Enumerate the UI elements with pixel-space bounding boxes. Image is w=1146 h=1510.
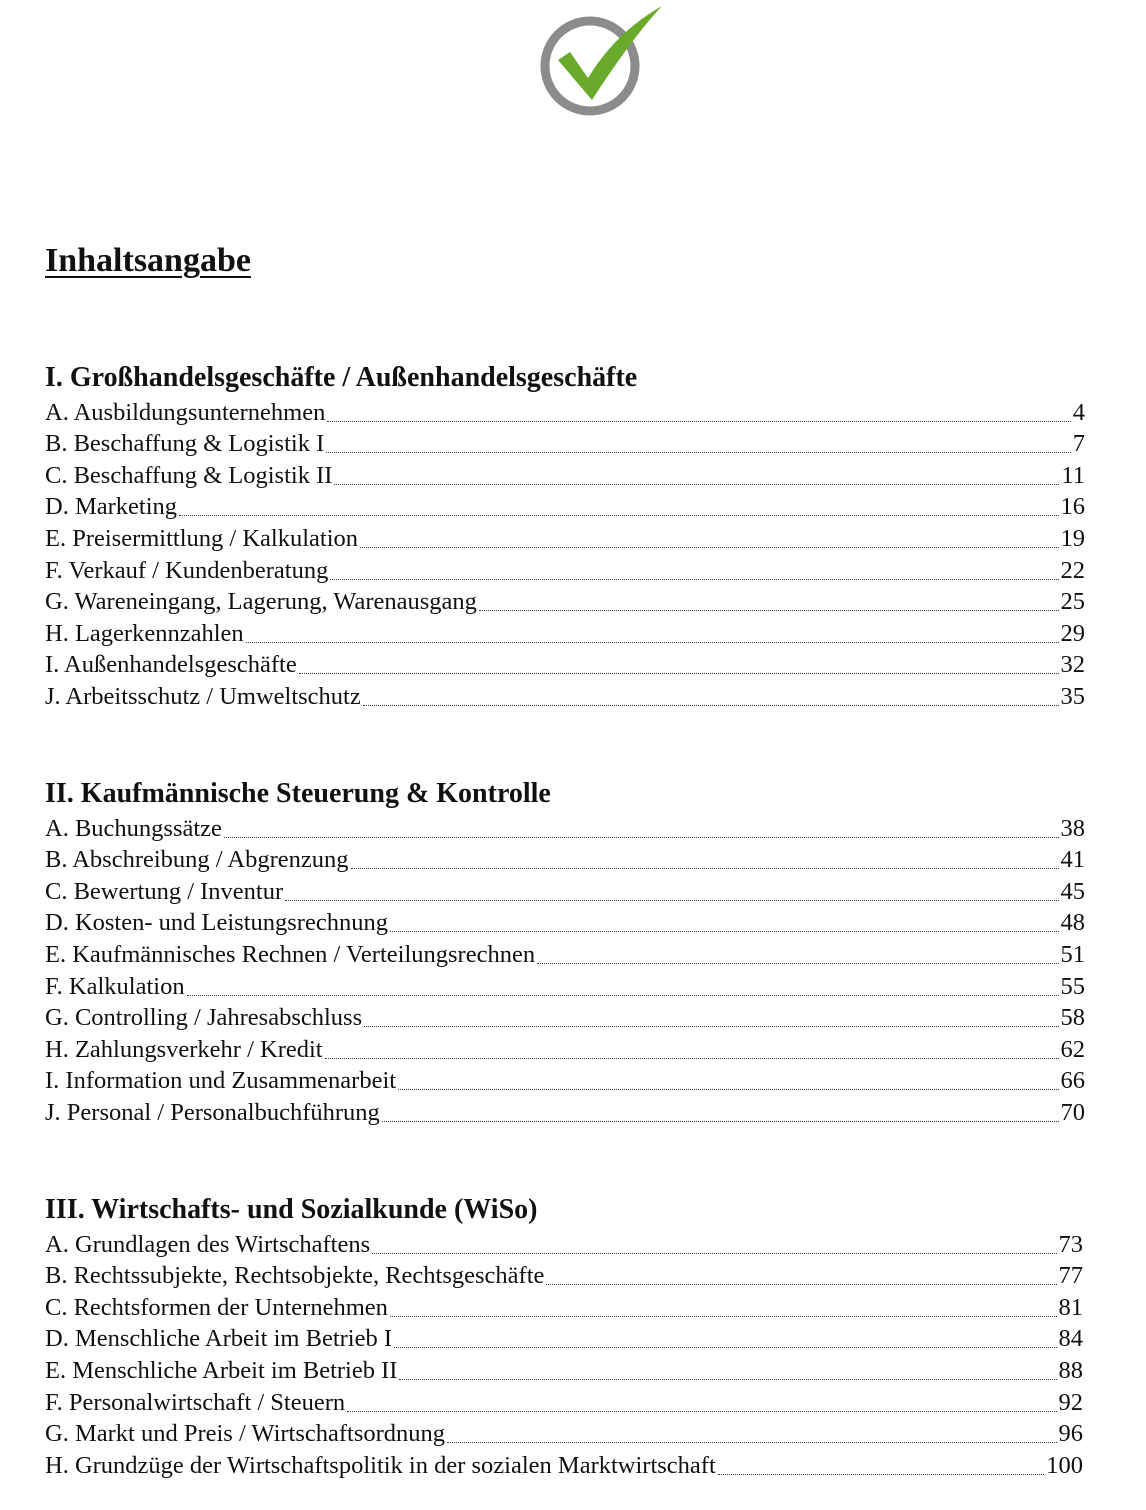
toc-entry-label: G. Wareneingang, Lagerung, Warenausgang	[45, 588, 477, 616]
toc-entry	[45, 1032, 1085, 1064]
toc-entry-page: 41	[1060, 846, 1085, 874]
toc-entry	[45, 874, 1085, 906]
dotted-leader	[398, 1089, 1058, 1090]
toc-entry-label: H. Zahlungsverkehr / Kredit	[45, 1035, 323, 1063]
dotted-leader	[326, 452, 1071, 453]
toc-entry	[45, 1417, 1083, 1449]
toc-entry-label: D. Kosten- und Leistungsrechnung	[45, 909, 388, 937]
toc-entry-label: J. Arbeitsschutz / Umweltschutz	[45, 683, 361, 710]
toc-entry-label: G. Controlling / Jahresabschluss	[45, 1004, 363, 1032]
toc-entry	[45, 1001, 1085, 1033]
dotted-leader	[364, 1026, 1058, 1027]
toc-entry-page: 62	[1060, 1035, 1085, 1063]
page-title: Inhaltsangabe	[45, 242, 251, 279]
toc-entry-page: 81	[1058, 1293, 1083, 1321]
toc-entry-label: D. Marketing	[45, 493, 177, 521]
dotted-leader	[179, 515, 1059, 516]
toc-entry-label: E. Preisermittlung / Kalkulation	[45, 525, 359, 553]
toc-entry	[45, 937, 1085, 969]
dotted-leader	[447, 1442, 1056, 1443]
toc-entry-page: 84	[1058, 1325, 1083, 1353]
toc-entry	[45, 427, 1085, 459]
toc-entry	[45, 553, 1085, 585]
toc-entry-label: B. Beschaffung & Logistik I	[45, 430, 325, 458]
toc-entry-page: 77	[1058, 1262, 1083, 1290]
dotted-leader	[372, 1253, 1056, 1254]
toc-entry-label: H. Grundzüge der Wirtschaftspolitik in der sozialen Marktwirtschaft	[45, 1451, 716, 1479]
toc-entry-page: 11	[1061, 461, 1085, 489]
toc-entry	[45, 1064, 1085, 1096]
toc-entry	[45, 1290, 1083, 1322]
toc-list	[45, 811, 1085, 1127]
toc-entry-page: 48	[1060, 909, 1085, 937]
toc-section-2	[45, 777, 1085, 1127]
dotted-leader	[325, 1058, 1059, 1059]
toc-entry-page: 29	[1060, 619, 1085, 647]
dotted-leader	[537, 963, 1058, 964]
toc-entry-page: 22	[1060, 556, 1085, 584]
toc-entry-page: 19	[1060, 525, 1085, 553]
toc-entry	[45, 1227, 1083, 1259]
toc-entry	[45, 969, 1085, 1001]
dotted-leader	[246, 642, 1059, 643]
dotted-leader	[394, 1347, 1057, 1348]
toc-entry-label: F. Verkauf / Kundenberatung	[45, 556, 329, 584]
toc-entry	[45, 1259, 1083, 1291]
toc-entry-label: E. Kaufmännisches Rechnen / Verteilungsrechnen	[45, 941, 536, 969]
toc-entry-page: 92	[1058, 1388, 1083, 1416]
toc-entry	[45, 679, 1085, 711]
dotted-leader	[351, 868, 1059, 869]
toc-entry-page: 66	[1060, 1067, 1085, 1095]
toc-entry-label: J. Personal / Personalbuchführung	[45, 1099, 380, 1126]
dotted-leader	[224, 837, 1059, 838]
dotted-leader	[479, 610, 1059, 611]
dotted-leader	[399, 1379, 1056, 1380]
toc-entry-label: A. Ausbildungsunternehmen	[45, 398, 326, 426]
toc-entry-label: F. Kalkulation	[45, 972, 185, 1000]
dotted-leader	[382, 1121, 1059, 1122]
toc-entry-page: 51	[1060, 941, 1085, 969]
toc-entry	[45, 1322, 1083, 1354]
toc-entry-page: 4	[1072, 398, 1085, 426]
dotted-leader	[546, 1284, 1056, 1285]
toc-entry-page: 58	[1060, 1004, 1085, 1032]
toc-entry-page: 38	[1060, 814, 1085, 842]
dotted-leader	[334, 484, 1059, 485]
section-heading: I. Großhandelsgeschäfte / Außenhandelsgeschäfte	[45, 362, 638, 393]
toc-entry-label: C. Bewertung / Inventur	[45, 877, 284, 905]
toc-entry	[45, 490, 1085, 522]
toc-entry-label: C. Beschaffung & Logistik II	[45, 461, 333, 489]
toc-entry	[45, 1448, 1083, 1480]
toc-entry-label: E. Menschliche Arbeit im Betrieb II	[45, 1357, 398, 1385]
toc-entry-label: C. Rechtsformen der Unternehmen	[45, 1293, 388, 1321]
dotted-leader	[285, 900, 1058, 901]
toc-section-1	[45, 361, 1085, 711]
toc-entry-page: 73	[1058, 1230, 1083, 1258]
toc-entry	[45, 1385, 1083, 1417]
dotted-leader	[718, 1474, 1044, 1475]
toc-section-3	[45, 1193, 1083, 1480]
toc-entry-label: B. Rechtssubjekte, Rechtsobjekte, Rechtsgeschäfte	[45, 1262, 545, 1290]
toc-entry	[45, 843, 1085, 875]
toc-entry	[45, 395, 1085, 427]
toc-entry-label: I. Außenhandelsgeschäfte	[45, 651, 297, 679]
toc-entry-page: 32	[1060, 651, 1085, 679]
toc-entry-page: 16	[1060, 493, 1085, 521]
dotted-leader	[390, 931, 1059, 932]
toc-entry-label: H. Lagerkennzahlen	[45, 619, 244, 647]
toc-entry-page: 96	[1058, 1420, 1083, 1448]
toc-entry	[45, 1353, 1083, 1385]
check-circle-icon	[532, 4, 672, 116]
toc-entry-label: F. Personalwirtschaft / Steuern	[45, 1388, 346, 1416]
toc-entry-page: 35	[1060, 683, 1085, 710]
toc-entry-page: 7	[1072, 430, 1085, 458]
toc-entry	[45, 585, 1085, 617]
toc-list	[45, 395, 1085, 711]
dotted-leader	[390, 1316, 1057, 1317]
toc-entry-page: 100	[1046, 1451, 1083, 1479]
toc-entry-page: 45	[1060, 877, 1085, 905]
toc-entry	[45, 811, 1085, 843]
toc-entry-page: 55	[1060, 972, 1085, 1000]
dotted-leader	[187, 995, 1059, 996]
dotted-leader	[299, 673, 1059, 674]
toc-entry	[45, 648, 1085, 680]
dotted-leader	[360, 547, 1058, 548]
dotted-leader	[330, 579, 1058, 580]
toc-entry-label: D. Menschliche Arbeit im Betrieb I	[45, 1325, 392, 1353]
toc-list	[45, 1227, 1083, 1480]
toc-entry	[45, 521, 1085, 553]
dotted-leader	[363, 705, 1059, 706]
section-heading: III. Wirtschafts- und Sozialkunde (WiSo)	[45, 1194, 538, 1225]
toc-entry-page: 70	[1060, 1099, 1085, 1126]
toc-entry-label: A. Grundlagen des Wirtschaftens	[45, 1230, 371, 1258]
toc-entry	[45, 906, 1085, 938]
toc-entry-label: B. Abschreibung / Abgrenzung	[45, 846, 349, 874]
toc-entry	[45, 616, 1085, 648]
section-heading: II. Kaufmännische Steuerung & Kontrolle	[45, 778, 551, 809]
dotted-leader	[327, 421, 1070, 422]
toc-entry-page: 88	[1058, 1357, 1083, 1385]
toc-entry-label: A. Buchungssätze	[45, 814, 222, 842]
dotted-leader	[347, 1411, 1056, 1412]
toc-entry-label: I. Information und Zusammenarbeit	[45, 1067, 397, 1095]
toc-entry	[45, 458, 1085, 490]
toc-entry	[45, 1095, 1085, 1127]
toc-entry-page: 25	[1060, 588, 1085, 616]
toc-entry-label: G. Markt und Preis / Wirtschaftsordnung	[45, 1420, 446, 1448]
